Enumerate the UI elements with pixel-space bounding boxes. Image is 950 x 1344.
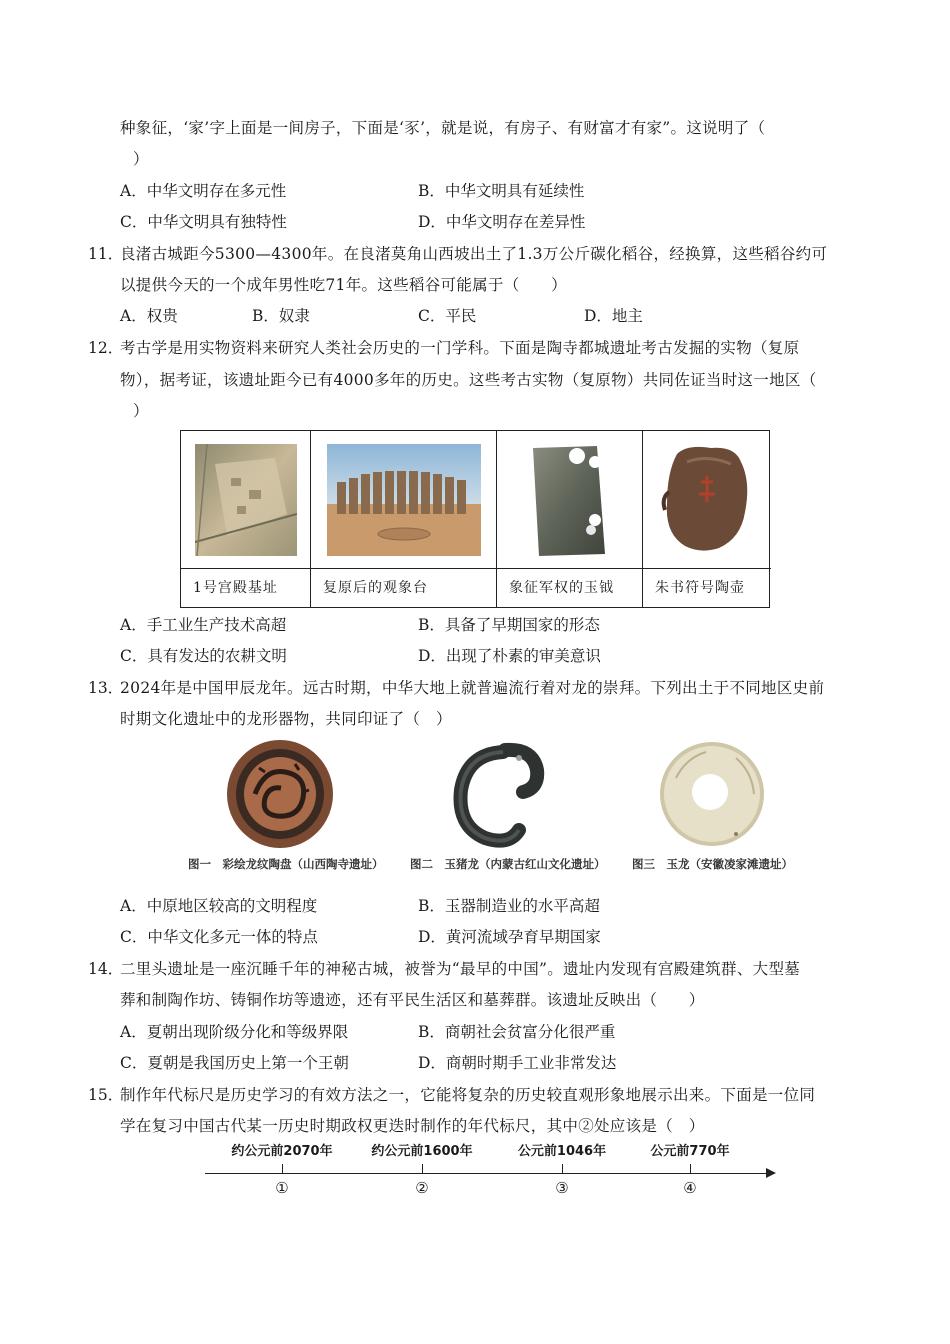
artifact-cell-palace xyxy=(181,431,311,607)
timeline-tick-2 xyxy=(422,1164,423,1173)
figure-2-caption: 图二 玉猪龙（内蒙古红山文化遗址） xyxy=(410,857,606,871)
q11-option-b[interactable]: B．奴隶 xyxy=(252,307,310,325)
q13-option-d[interactable]: D．黄河流域孕育早期国家 xyxy=(418,928,601,946)
artifact-cell-observatory xyxy=(311,431,497,607)
q12-artifact-table xyxy=(180,430,770,608)
q10-stem-line1: 种象征，‘家’字上面是一间房子，下面是‘豕’，就是说，有房子、有财富才有家”。这说明了（ xyxy=(120,119,766,137)
q11-option-a[interactable]: A．权贵 xyxy=(120,307,178,325)
timeline-label-4: 公元前770年 xyxy=(650,1144,730,1159)
artifact-cell-jade-axe xyxy=(497,431,643,607)
figure-3-caption: 图三 玉龙（安徽凌家滩遗址） xyxy=(632,857,793,871)
pottery-pot-photo xyxy=(643,441,771,559)
jade-axe-photo xyxy=(497,441,642,559)
q11-stem-line2: 以提供今天的一个成年男性吃71年。这些稻谷可能属于（ ） xyxy=(120,276,567,294)
caption-jade-axe: 象征军权的玉钺 xyxy=(497,568,642,607)
q12-stem-line1: 考古学是用实物资料来研究人类社会历史的一门学科。下面是陶寺都城遗址考古发掘的实物（复原 xyxy=(120,339,800,357)
caption-observatory: 复原后的观象台 xyxy=(311,568,496,607)
timeline-tick-1 xyxy=(282,1164,283,1173)
q12-option-a[interactable]: A．手工业生产技术高超 xyxy=(120,616,287,634)
q10-option-a[interactable]: A．中华文明存在多元性 xyxy=(120,182,287,200)
timeline-label-2: 约公元前1600年 xyxy=(371,1144,473,1159)
palace-foundation-photo xyxy=(181,441,310,559)
timeline-tick-4 xyxy=(690,1164,691,1173)
q12-option-d[interactable]: D．出现了朴素的审美意识 xyxy=(418,647,601,665)
figure-1-caption: 图一 彩绘龙纹陶盘（山西陶寺遗址） xyxy=(188,857,384,871)
q14-option-b[interactable]: B．商朝社会贫富分化很严重 xyxy=(418,1023,616,1041)
caption-palace: 1号宫殿基址 xyxy=(181,568,310,607)
q14-option-a[interactable]: A．夏朝出现阶级分化和等级界限 xyxy=(120,1023,349,1041)
q13-stem-line2: 时期文化遗址中的龙形器物，共同印证了（ ） xyxy=(120,710,452,728)
timeline-marker-1: ① xyxy=(275,1179,289,1197)
q13-option-b[interactable]: B．玉器制造业的水平高超 xyxy=(418,897,600,915)
q10-stem-line2: ） xyxy=(133,150,149,168)
timeline-axis xyxy=(205,1173,770,1174)
artifact-cell-pottery xyxy=(643,431,771,607)
q14-option-d[interactable]: D．商朝时期手工业非常发达 xyxy=(418,1054,617,1072)
jade-pig-dragon-image xyxy=(447,740,547,854)
timeline-marker-4: ④ xyxy=(683,1179,697,1197)
timeline-marker-2: ② xyxy=(415,1179,429,1197)
q12-option-c[interactable]: C．具有发达的农耕文明 xyxy=(120,647,287,665)
q12-stem-line3: ） xyxy=(133,402,149,420)
q14-stem-line1: 二里头遗址是一座沉睡千年的神秘古城，被誉为“最早的中国”。遗址内发现有宫殿建筑群、大型墓 xyxy=(120,960,801,978)
q13-option-a[interactable]: A．中原地区较高的文明程度 xyxy=(120,897,318,915)
jade-dragon-image xyxy=(656,738,768,854)
q12-number: 12． xyxy=(88,339,124,357)
q11-option-d[interactable]: D．地主 xyxy=(584,307,643,325)
q10-option-d[interactable]: D．中华文明存在差异性 xyxy=(418,213,586,231)
q12-option-b[interactable]: B．具备了早期国家的形态 xyxy=(418,616,600,634)
q11-option-c[interactable]: C．平民 xyxy=(418,307,477,325)
q13-number: 13． xyxy=(88,679,124,697)
q15-number: 15． xyxy=(88,1086,124,1104)
q13-option-c[interactable]: C．中华文化多元一体的特点 xyxy=(120,928,318,946)
timeline-arrow-icon xyxy=(766,1168,776,1178)
q14-option-c[interactable]: C．夏朝是我国历史上第一个王朝 xyxy=(120,1054,349,1072)
caption-pottery: 朱书符号陶壶 xyxy=(643,568,771,607)
timeline-marker-3: ③ xyxy=(555,1179,569,1197)
q14-number: 14． xyxy=(88,960,124,978)
q12-stem-line2: 物），据考证，该遗址距今已有4000多年的历史。这些考古实物（复原物）共同佐证当时这一地区（ xyxy=(120,371,817,389)
timeline-tick-3 xyxy=(562,1164,563,1173)
observatory-photo xyxy=(311,441,496,559)
q10-option-c[interactable]: C．中华文明具有独特性 xyxy=(120,213,287,231)
timeline-label-1: 约公元前2070年 xyxy=(231,1144,333,1159)
q11-stem-line1: 良渚古城距今5300—4300年。在良渚莫角山西坡出土了1.3万公斤碳化稻谷，经换算，这些稻谷约可 xyxy=(120,245,828,263)
q15-stem-line2: 学在复习中国古代某一历史时期政权更迭时制作的年代标尺，其中②处应该是（ ） xyxy=(120,1117,705,1135)
q14-stem-line2: 葬和制陶作坊、铸铜作坊等遗迹，还有平民生活区和墓葬群。该遗址反映出（ ） xyxy=(120,991,705,1009)
timeline-label-3: 公元前1046年 xyxy=(517,1144,607,1159)
q11-number: 11． xyxy=(88,245,124,263)
q13-stem-line1: 2024年是中国甲辰龙年。远古时期，中华大地上就普遍流行着对龙的崇拜。下列出土于不同地区史前 xyxy=(120,679,825,697)
q15-stem-line1: 制作年代标尺是历史学习的有效方法之一，它能将复杂的历史较直观形象地展示出来。下面是一位同 xyxy=(120,1086,816,1104)
q10-option-b[interactable]: B．中华文明具有延续性 xyxy=(418,182,585,200)
painted-dragon-plate-image xyxy=(225,738,335,854)
